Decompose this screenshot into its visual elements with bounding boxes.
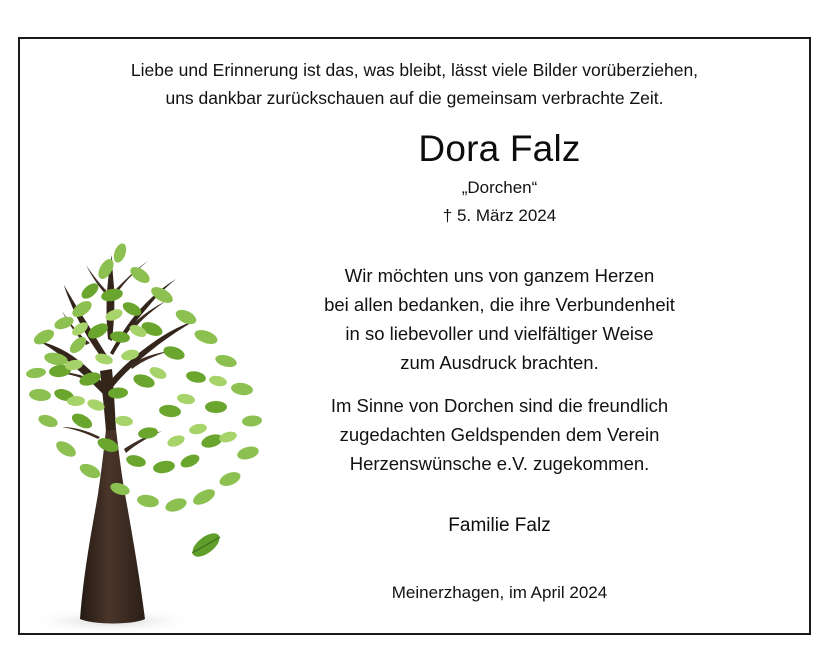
intro-text	[20, 56, 809, 112]
deceased-nickname: „Dorchen“	[461, 178, 538, 197]
memorial-card	[18, 37, 811, 635]
death-date: † 5. März 2024	[442, 206, 557, 225]
thanks-line-2: bei allen bedanken, die ihre Verbundenheit	[324, 294, 675, 315]
donation-line-1: Im Sinne von Dorchen sind die freundlich	[330, 395, 669, 416]
card-content	[20, 39, 809, 633]
thanks-line-3: in so liebevoller und vielfältiger Weise	[345, 323, 654, 344]
deceased-name: Dora Falz	[418, 128, 581, 169]
thanks-paragraph	[190, 261, 809, 377]
thanks-line-1: Wir möchten uns von ganzem Herzen	[344, 265, 655, 286]
deceased-block	[190, 127, 809, 229]
place-and-date: Meinerzhagen, im April 2024	[391, 583, 608, 602]
thanks-line-4: zum Ausdruck brachten.	[400, 352, 599, 373]
family-signature: Familie Falz	[448, 515, 551, 536]
intro-line-1: Liebe und Erinnerung ist das, was bleibt, lässt viele Bilder vorüberziehen,	[130, 60, 699, 80]
donation-line-3: Herzenswünsche e.V. zugekommen.	[349, 453, 650, 474]
donation-line-2: zugedachten Geldspenden dem Verein	[339, 424, 660, 445]
donation-paragraph	[190, 391, 809, 478]
intro-line-2: uns dankbar zurückschauen auf die gemeinsam verbrachte Zeit.	[165, 88, 664, 108]
